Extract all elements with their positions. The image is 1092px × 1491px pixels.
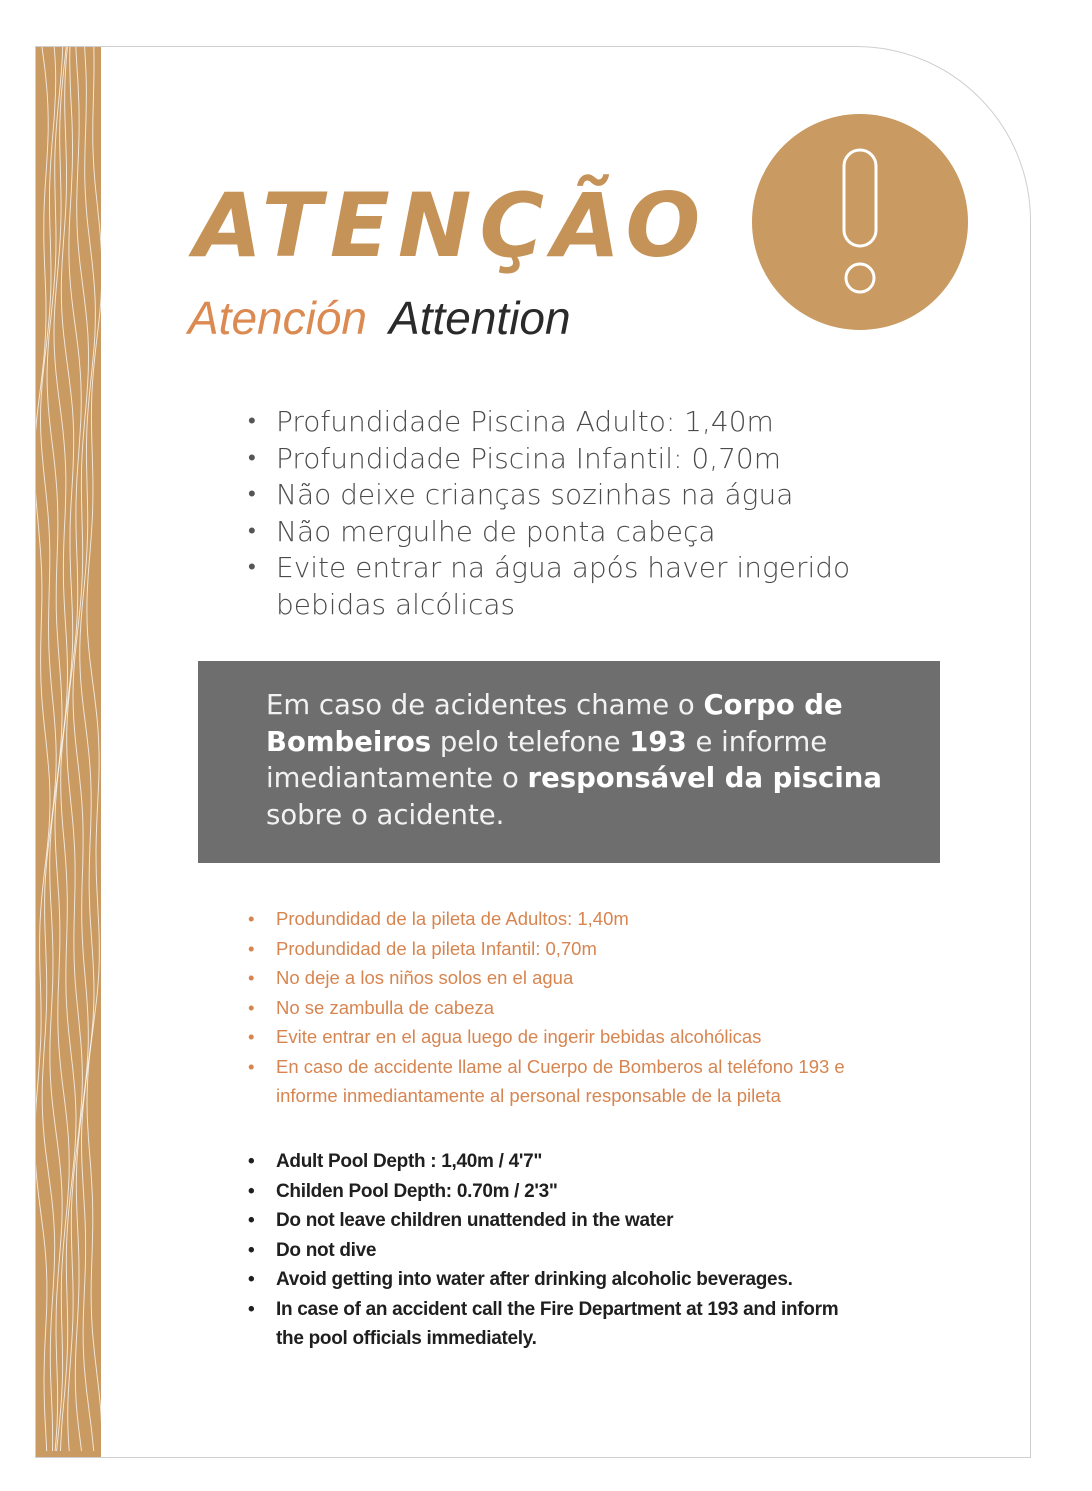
exclamation-icon [752,114,968,330]
emergency-text: e informe imediantamente o [266,725,828,794]
spanish-rules-list [248,904,876,1111]
emergency-text: Em caso de acidentes chame o [266,689,704,721]
list-item: • No deje a los niños solos en el agua [248,963,876,993]
subtitle-spanish: Atención [188,292,368,344]
list-item: • Do not leave children unattended in the water [248,1206,866,1236]
decorative-wave-stripe [36,47,101,1457]
list-item: • Não mergulhe de ponta cabeça [248,514,856,551]
list-item: • Profundidade Piscina Infantil: 0,70m [248,441,856,478]
emergency-fire-department: Corpo de Bombeiros [266,689,843,758]
emergency-text: sobre o acidente. [266,798,505,831]
list-item: • Não deixe crianças sozinhas na água [248,477,856,514]
warning-sign [35,46,1031,1458]
list-item: • Childen Pool Depth: 0.70m / 2'3" [248,1177,866,1207]
list-item: • No se zambulla de cabeza [248,993,876,1023]
list-item: • Adult Pool Depth : 1,40m / 4'7" [248,1147,866,1177]
list-item: • Produndidad de la pileta Infantil: 0,70m [248,934,876,964]
list-item: • Do not dive [248,1236,866,1266]
emergency-pool-responsible: responsável da piscina [527,762,882,794]
portuguese-rules-list [248,404,856,623]
emergency-text: pelo telefone [431,725,630,758]
list-item: • En caso de accidente llame al Cuerpo de Bomberos al teléfono 193 e informe inmediantamente al personal responsable de la pileta [248,1052,876,1111]
subtitles [188,292,571,344]
list-item: • In case of an accident call the Fire Department at 193 and inform the pool officials immediately. [248,1295,866,1354]
list-item: • Produndidad de la pileta de Adultos: 1,40m [248,904,876,934]
list-item: • Avoid getting into water after drinking alcoholic beverages. [248,1265,866,1295]
list-item: • Profundidade Piscina Adulto: 1,40m [248,404,856,441]
list-item: • Evite entrar en el agua luego de ingerir bebidas alcohólicas [248,1022,876,1052]
emergency-phone: 193 [629,725,687,758]
list-item: • Evite entrar na água após haver ingerido bebidas alcólicas [248,550,856,623]
subtitle-english: Attention [389,292,571,344]
page-title: ATENÇÃO [194,174,709,277]
english-rules-list [248,1147,866,1354]
emergency-notice [198,661,940,863]
wave-pattern [36,47,101,1458]
